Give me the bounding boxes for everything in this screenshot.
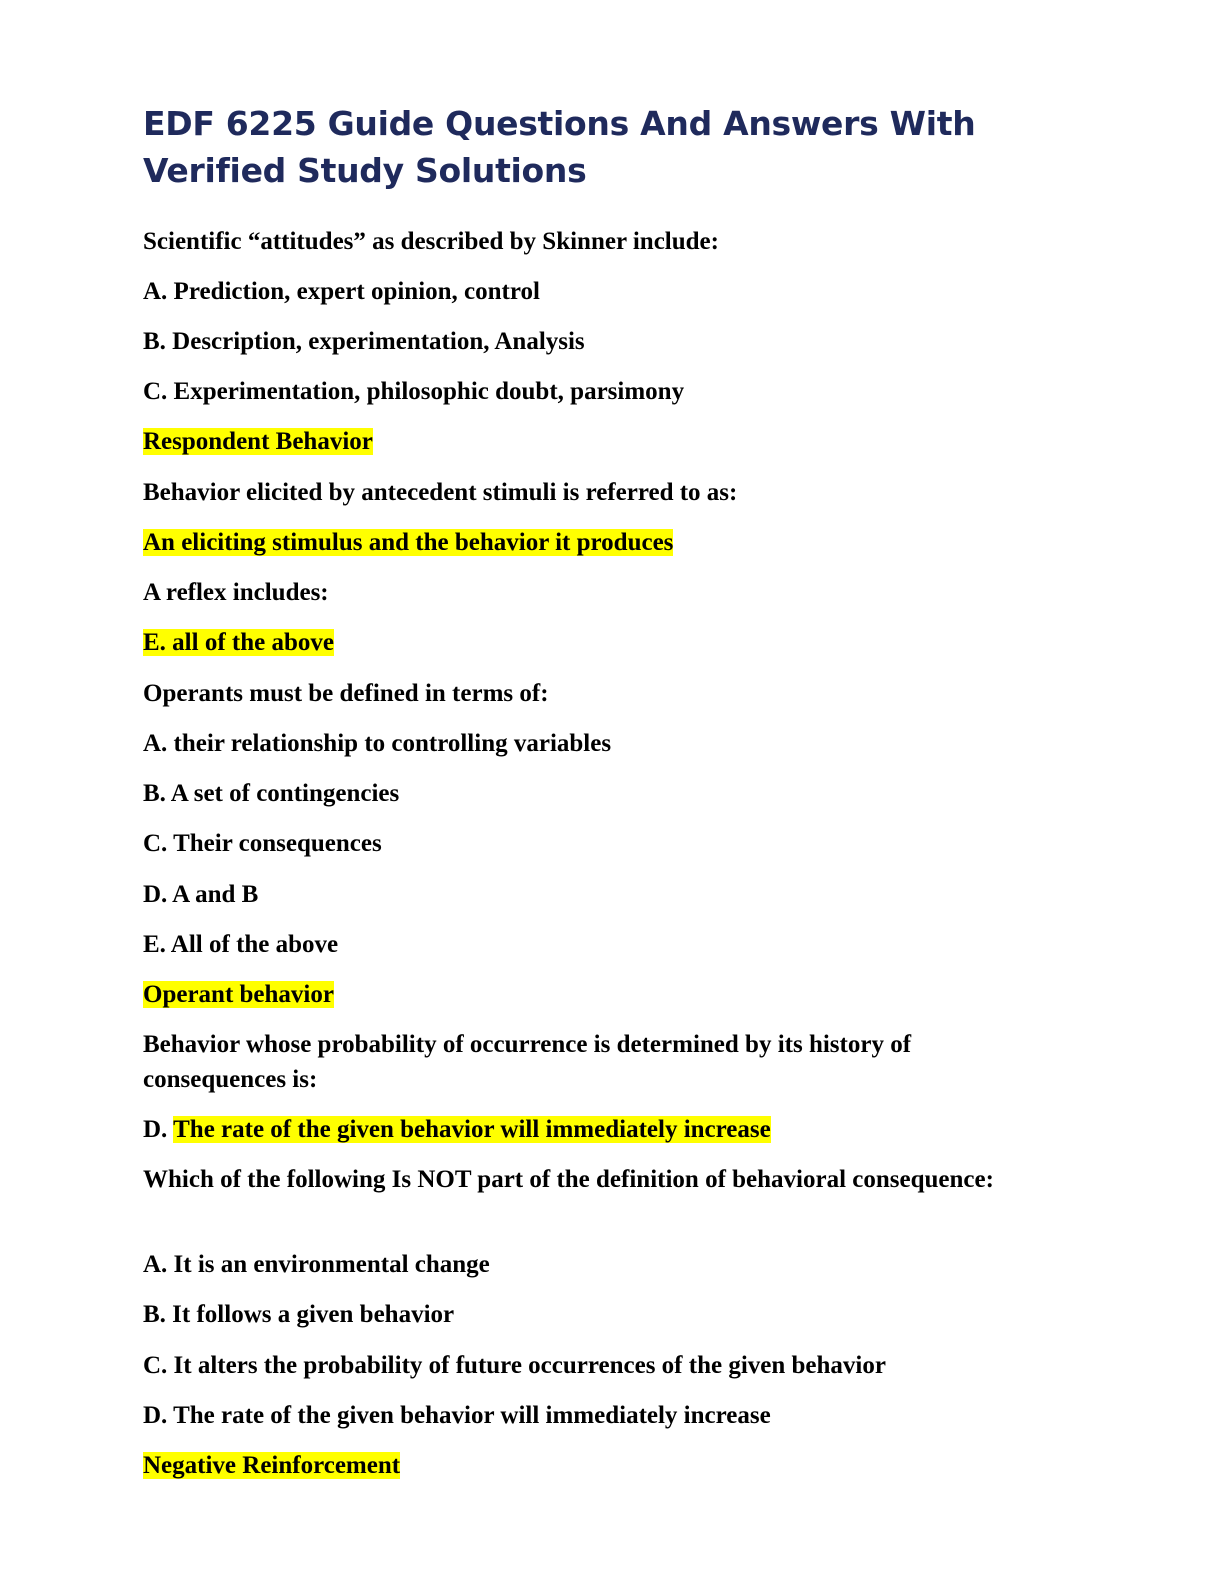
answer-option: D. The rate of the given behavior will immediately increase <box>143 1402 771 1429</box>
answer-option: D. A and B <box>143 881 259 908</box>
highlighted-answer: Negative Reinforcement <box>143 1452 401 1479</box>
answer-option: E. All of the above <box>143 931 339 958</box>
answer-option: B. A set of contingencies <box>143 780 400 807</box>
highlighted-answer: Operant behavior <box>143 981 334 1008</box>
answer-option: B. It follows a given behavior <box>143 1301 455 1328</box>
highlighted-answer: E. all of the above <box>143 629 334 656</box>
question-text: Behavior elicited by antecedent stimuli is referred to as: <box>143 479 738 506</box>
answer-option: B. Description, experimentation, Analysis <box>143 328 585 355</box>
answer-option: C. Their consequences <box>143 830 382 857</box>
answer-option: A. It is an environmental change <box>143 1251 490 1278</box>
question-text: A reflex includes: <box>143 579 329 606</box>
question-text: Operants must be defined in terms of: <box>143 680 549 707</box>
highlighted-answer: An eliciting stimulus and the behavior it produces <box>143 529 674 556</box>
answer-option: C. Experimentation, philosophic doubt, parsimony <box>143 378 685 405</box>
highlighted-answer: D. The rate of the given behavior will immediately increase <box>143 1116 771 1143</box>
answer-option: C. It alters the probability of future occurrences of the given behavior <box>143 1352 886 1379</box>
question-text: Behavior whose probability of occurrence is determined by its history of consequences is: <box>143 1031 912 1093</box>
highlighted-answer: Respondent Behavior <box>143 428 373 455</box>
question-text: Which of the following Is NOT part of the definition of behavioral consequence: <box>143 1166 994 1193</box>
document-title: EDF 6225 Guide Questions And Answers With Verified Study Solutions <box>143 104 976 190</box>
answer-option: A. Prediction, expert opinion, control <box>143 278 540 305</box>
answer-option: A. their relationship to controlling variables <box>143 730 612 757</box>
question-text: Scientific “attitudes” as described by Skinner include: <box>143 228 719 255</box>
